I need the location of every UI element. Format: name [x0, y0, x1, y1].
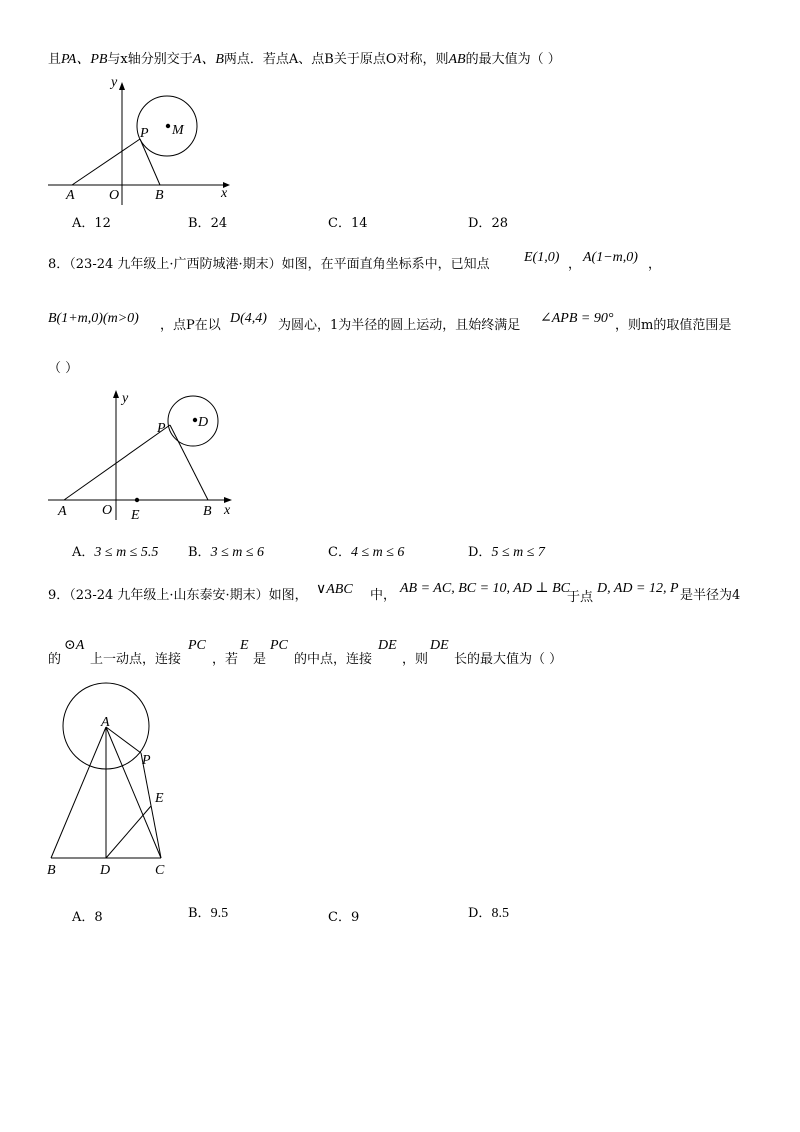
q8-label-o: O: [102, 503, 113, 518]
q9-ruo: ，若: [212, 652, 239, 667]
q7-ab: AB: [448, 52, 466, 67]
q9-triangle: ∨ABC: [316, 582, 353, 597]
q9-option-a[interactable]: A．8: [72, 910, 103, 925]
q8-label-e: E: [131, 508, 140, 523]
q8-option-b[interactable]: B．3 ≤ m ≤ 6: [188, 545, 265, 560]
q7-label-o: O: [109, 188, 120, 203]
q9-e: E: [240, 638, 249, 653]
q8-text-end: ，则m的取值范围是: [615, 318, 732, 333]
q9-de2: DE: [430, 638, 449, 653]
q9-conditions: AB = AC, BC = 10, AD ⊥ BC: [400, 581, 570, 596]
q8-label-d: D: [198, 415, 209, 430]
q9-zhong: 中，: [370, 588, 397, 603]
q8-text-circle: 为圆心，1为半径的圆上运动，且始终满足: [278, 318, 521, 333]
q8-sep1: ，: [568, 257, 582, 272]
q8-a-coord: A(1−m,0): [583, 250, 638, 265]
q8-label-p: P: [157, 421, 166, 436]
q9-shi: 是: [253, 652, 267, 667]
q9-text-moving: 上一动点，连接: [90, 652, 182, 667]
q7-label-b: B: [155, 188, 164, 203]
q9-de: 的: [48, 652, 62, 667]
q7-option-c[interactable]: C．14: [328, 216, 368, 231]
q9-segment-de: [106, 806, 151, 858]
q8-e-coord: E(1,0): [524, 250, 560, 265]
q9-midpoint: 的中点，连接: [294, 652, 373, 667]
q7-text3: 的最大值为（ ）: [465, 52, 561, 67]
q9-pc2: PC: [270, 638, 288, 653]
q9-ze: ，则: [402, 652, 429, 667]
q9-option-c[interactable]: C．9: [328, 910, 360, 925]
q7-label-y: y: [111, 75, 118, 90]
q8-label-x: x: [224, 503, 231, 518]
q9-yudian: 于点: [567, 590, 594, 605]
q9-text-end: 长的最大值为（ ）: [454, 652, 563, 667]
q9-label-c: C: [155, 863, 165, 878]
q7-label-m: M: [172, 123, 184, 138]
q7-intro: 且: [48, 52, 62, 67]
q8-sep2: ，: [648, 257, 662, 272]
q8-label-a: A: [58, 504, 67, 519]
q9-de1: DE: [378, 638, 397, 653]
q9-label-p: P: [142, 753, 151, 768]
q9-segment-ab: [51, 727, 106, 858]
q8-option-d[interactable]: D．5 ≤ m ≤ 7: [468, 545, 545, 560]
q9-label-a: A: [101, 715, 110, 730]
q9-label-e: E: [155, 791, 164, 806]
q7-text2: 两点．若点A、点B关于原点O对称，则: [223, 52, 449, 67]
q7-text1: 与x轴分别交于: [107, 52, 193, 67]
q7-pa-pb: PA、PB: [61, 52, 108, 67]
q9-text-radius: 是半径为4: [680, 588, 741, 603]
q8-label-b: B: [203, 504, 212, 519]
q8-b-coord: B(1+m,0)(m>0): [48, 311, 139, 326]
q9-segment-ac: [106, 727, 161, 858]
q9-option-b[interactable]: B．9.5: [188, 906, 229, 921]
q9-d-ad: D, AD = 12, P: [597, 581, 679, 596]
q7-label-p: P: [140, 126, 149, 141]
q9-label-b: B: [47, 863, 56, 878]
q9-pc1: PC: [188, 638, 206, 653]
q9-circle-a: ⊙A: [64, 638, 85, 653]
q8-label-y: y: [122, 391, 129, 406]
q8-text-p: ，点P在以: [160, 318, 221, 333]
q9-option-d[interactable]: D．8.5: [468, 906, 509, 921]
q8-angle: ∠APB = 90°: [540, 311, 614, 326]
q7-option-d[interactable]: D．28: [468, 216, 508, 231]
q7-option-b[interactable]: B．24: [188, 216, 228, 231]
q8-option-a[interactable]: A．3 ≤ m ≤ 5.5: [72, 545, 159, 560]
q8-paren: （ ）: [48, 361, 79, 376]
q9-label-d: D: [100, 863, 111, 878]
q8-option-c[interactable]: C．4 ≤ m ≤ 6: [328, 545, 405, 560]
q7-label-x: x: [221, 186, 228, 201]
q9-number-source: 9．（23-24 九年级上·山东泰安·期末）如图，: [48, 588, 308, 603]
q8-number-source: 8．（23-24 九年级上·广西防城港·期末）如图，在平面直角坐标系中，已知点: [48, 257, 490, 272]
q8-d-coord: D(4,4): [230, 311, 267, 326]
q7-option-a[interactable]: A．12: [72, 216, 111, 231]
q7-a-b: A、B: [192, 52, 224, 67]
q7-label-a: A: [66, 188, 75, 203]
